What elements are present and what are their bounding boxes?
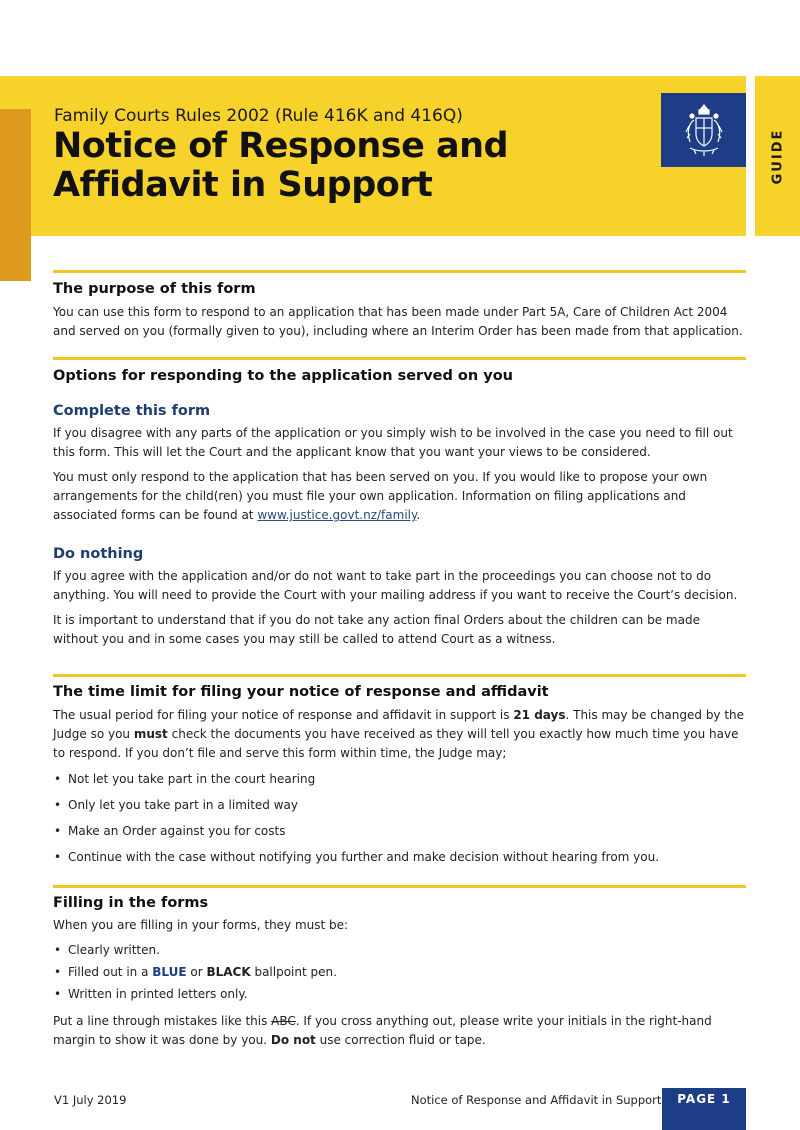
list-item: • Make an Order against you for costs <box>53 822 746 841</box>
complete-form-text-1: If you disagree with any parts of the application or you simply wish to be involved in the case you need to fill out this form. This will let the Court and the applicant know that you want your views to be considered. <box>53 426 733 459</box>
do-nothing-heading: Do nothing <box>53 546 144 562</box>
time-limit-text <box>53 706 746 763</box>
do-not-emphasis: Do not <box>270 1033 316 1047</box>
title-line-1: Notice of Response and <box>53 126 509 166</box>
orange-side-tab <box>0 109 31 281</box>
justice-family-link[interactable]: www.justice.govt.nz/family <box>257 508 417 522</box>
must-emphasis: must <box>133 727 168 741</box>
purpose-text: You can use this form to respond to an application that has been made under Part 5A, Care of Children Act 2004 and served on you (formally given to you), including where an Interim Order has been made from that application. <box>53 305 743 338</box>
section-divider <box>53 357 746 360</box>
time-limit-text-b: . This may be changed by the Judge so you <box>53 708 745 741</box>
pen-text-a: Filled out in a <box>68 965 153 979</box>
section-divider <box>53 885 746 888</box>
complete-form-text-2-body: You must only respond to the application that has been served on you. If you would like to propose your own arrangements for the child(ren) you must file your own application. Information on filing applications and associated forms can be found at <box>53 470 708 522</box>
list-item: • Only let you take part in a limited way <box>53 796 746 815</box>
pen-text-b: ballpoint pen. <box>250 965 337 979</box>
filling-list <box>53 941 746 1004</box>
time-limit-heading: The time limit for filing your notice of response and affidavit <box>53 684 549 700</box>
days-emphasis: 21 days <box>513 708 566 722</box>
mistakes-text-b: . If you cross anything out, please write your initials in the right-hand margin to show it was done by you. <box>53 1014 712 1047</box>
list-item: • Not let you take part in the court hearing <box>53 770 746 789</box>
options-section <box>53 368 746 649</box>
blue-emphasis: BLUE <box>152 965 187 979</box>
page-number-badge <box>662 1088 746 1130</box>
list-item: • Continue with the case without notifying you further and make decision without hearing from you. <box>53 848 746 867</box>
time-limit-section <box>53 684 746 867</box>
title-line-2: Affidavit in Support <box>53 165 433 205</box>
mistakes-text-c: use correction fluid or tape. <box>315 1033 486 1047</box>
form-rule-subtitle: Family Courts Rules 2002 (Rule 416K and 416Q) <box>54 106 463 126</box>
purpose-heading: The purpose of this form <box>53 281 256 297</box>
time-limit-text-a: The usual period for filing your notice of response and affidavit in support is <box>53 708 514 722</box>
do-nothing-text-1: If you agree with the application and/or do not want to take part in the proceedings you can choose not to do anything. You will need to provide the Court with your mailing address if you want to receive the Court’s decision. <box>53 569 738 602</box>
filling-section <box>53 895 746 1050</box>
mistakes-text-a: Put a line through mistakes like this <box>53 1014 272 1028</box>
time-limit-text-c: check the documents you have received as they will tell you exactly how much time you have to respond. If you don’t file and serve this form within time, the Judge may; <box>53 727 739 760</box>
page-title <box>53 127 508 205</box>
purpose-section <box>53 281 746 341</box>
filling-heading: Filling in the forms <box>53 895 209 911</box>
list-item: • Written in printed letters only. <box>53 985 746 1004</box>
guide-label: GUIDE <box>770 128 785 184</box>
page-number: PAGE 1 <box>677 1092 731 1106</box>
section-divider <box>53 270 746 273</box>
mistakes-text <box>53 1012 746 1050</box>
complete-form-heading: Complete this form <box>53 403 211 419</box>
link-period: . <box>416 508 421 522</box>
footer-doc-title: Notice of Response and Affidavit in Support <box>411 1093 662 1107</box>
guide-label-wrap <box>755 76 800 236</box>
section-divider <box>53 674 746 677</box>
strikethrough-example: ABC <box>271 1014 296 1028</box>
filling-intro: When you are filling in your forms, they must be: <box>53 918 349 932</box>
complete-form-text-2 <box>53 468 746 525</box>
list-item: • Clearly written. <box>53 941 746 960</box>
do-nothing-text-2: It is important to understand that if you do not take any action final Orders about the children can be made without you and in some cases you may still be called to attend Court as a witness. <box>53 613 700 646</box>
pen-text-or: or <box>186 965 207 979</box>
judge-options-list <box>53 770 746 867</box>
options-heading: Options for responding to the application served on you <box>53 368 513 384</box>
footer-version: V1 July 2019 <box>54 1093 127 1107</box>
list-item <box>53 963 746 982</box>
black-emphasis: BLACK <box>206 965 251 979</box>
nz-coat-of-arms-icon <box>678 102 730 158</box>
crest-box <box>661 93 746 167</box>
